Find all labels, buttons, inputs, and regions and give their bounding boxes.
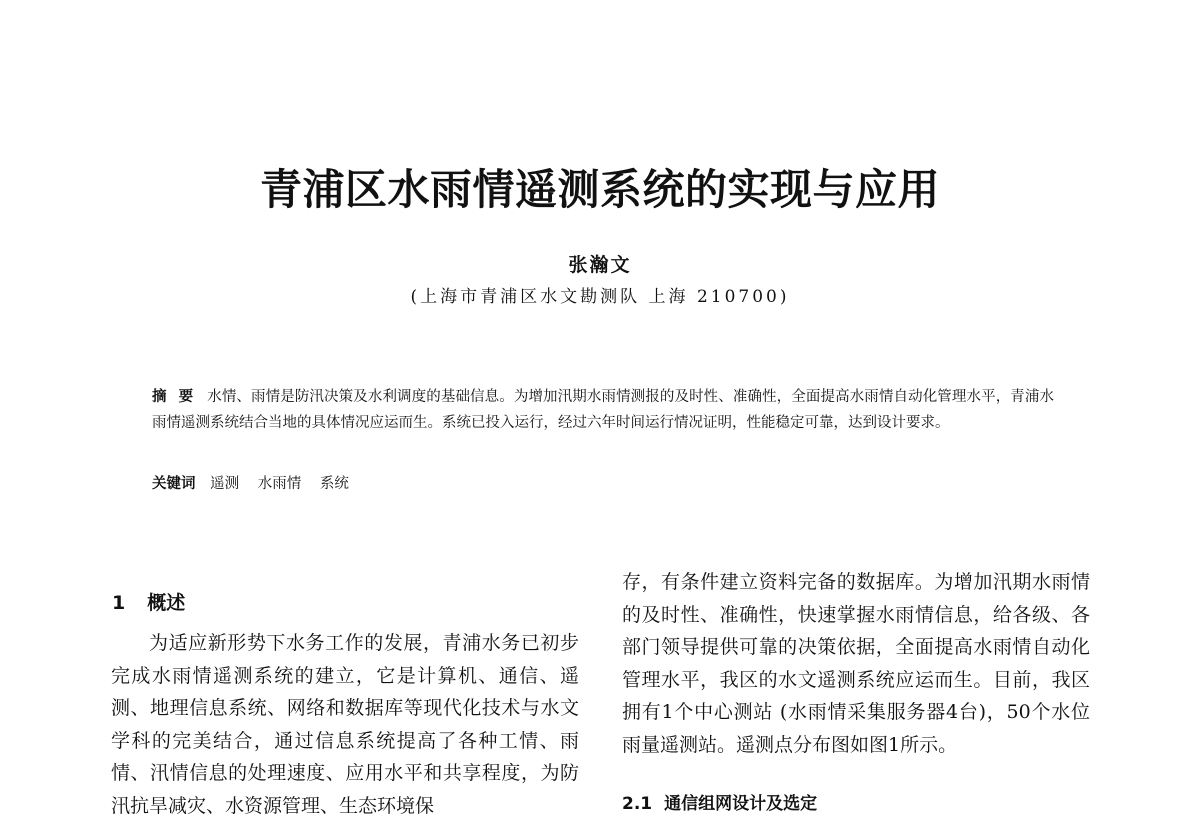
subsection-number: 2.1 (622, 794, 653, 814)
abstract-text: 水情、雨情是防汛决策及水利调度的基础信息。为增加汛期水雨情测报的及时性、准确性，全面提高水雨情自动化管理水平，青浦水雨情遥测系统结合当地的具体情况应运而生。系统已投入运行，经过六年时间运行情况证明，性能稳定可靠，达到设计要求。 (152, 389, 1055, 431)
author-affiliation: (上海市青浦区水文勘测队 上海 210700) (410, 287, 790, 307)
section-number: 1 (112, 592, 126, 614)
subsection-title: 通信组网设计及选定 (664, 794, 818, 814)
body-paragraph-left: 为适应新形势下水务工作的发展，青浦水务已初步完成水雨情遥测系统的建立，它是计算机、通信、遥测、地理信息系统、网络和数据库等现代化技术与水文学科的完美结合，通过信息系统提高了各种工情、雨情、汛情信息的处理速度、应用水平和共享程度，为防汛抗旱减灾、水资源管理、生态环境保 (111, 632, 579, 817)
abstract (152, 384, 1054, 436)
keywords-label: 关键词 (152, 476, 196, 492)
section-title: 概述 (147, 592, 186, 614)
author-name: 张瀚文 (568, 254, 632, 276)
keyword-item: 遥测 (210, 476, 240, 492)
body-paragraph-right: 存，有条件建立资料完备的数据库。为增加汛期水雨情的及时性、准确性，快速掌握水雨情信息，给各级、各部门领导提供可靠的决策依据，全面提高水雨情自动化管理水平，我区的水文遥测系统应运而生。目前，我区拥有1个中心测站 (水雨情采集服务器4台)，50个水位雨量遥测站。遥测点分布图如图1所示。 (622, 571, 1090, 756)
section-heading (112, 588, 185, 618)
subsection-heading (622, 790, 817, 818)
keyword-item: 水雨情 (257, 476, 302, 492)
abstract-label: 摘要 (152, 389, 206, 405)
paper-title: 青浦区水雨情遥测系统的实现与应用 (259, 165, 940, 214)
keyword-item: 系统 (319, 476, 349, 492)
keywords (152, 471, 1054, 497)
